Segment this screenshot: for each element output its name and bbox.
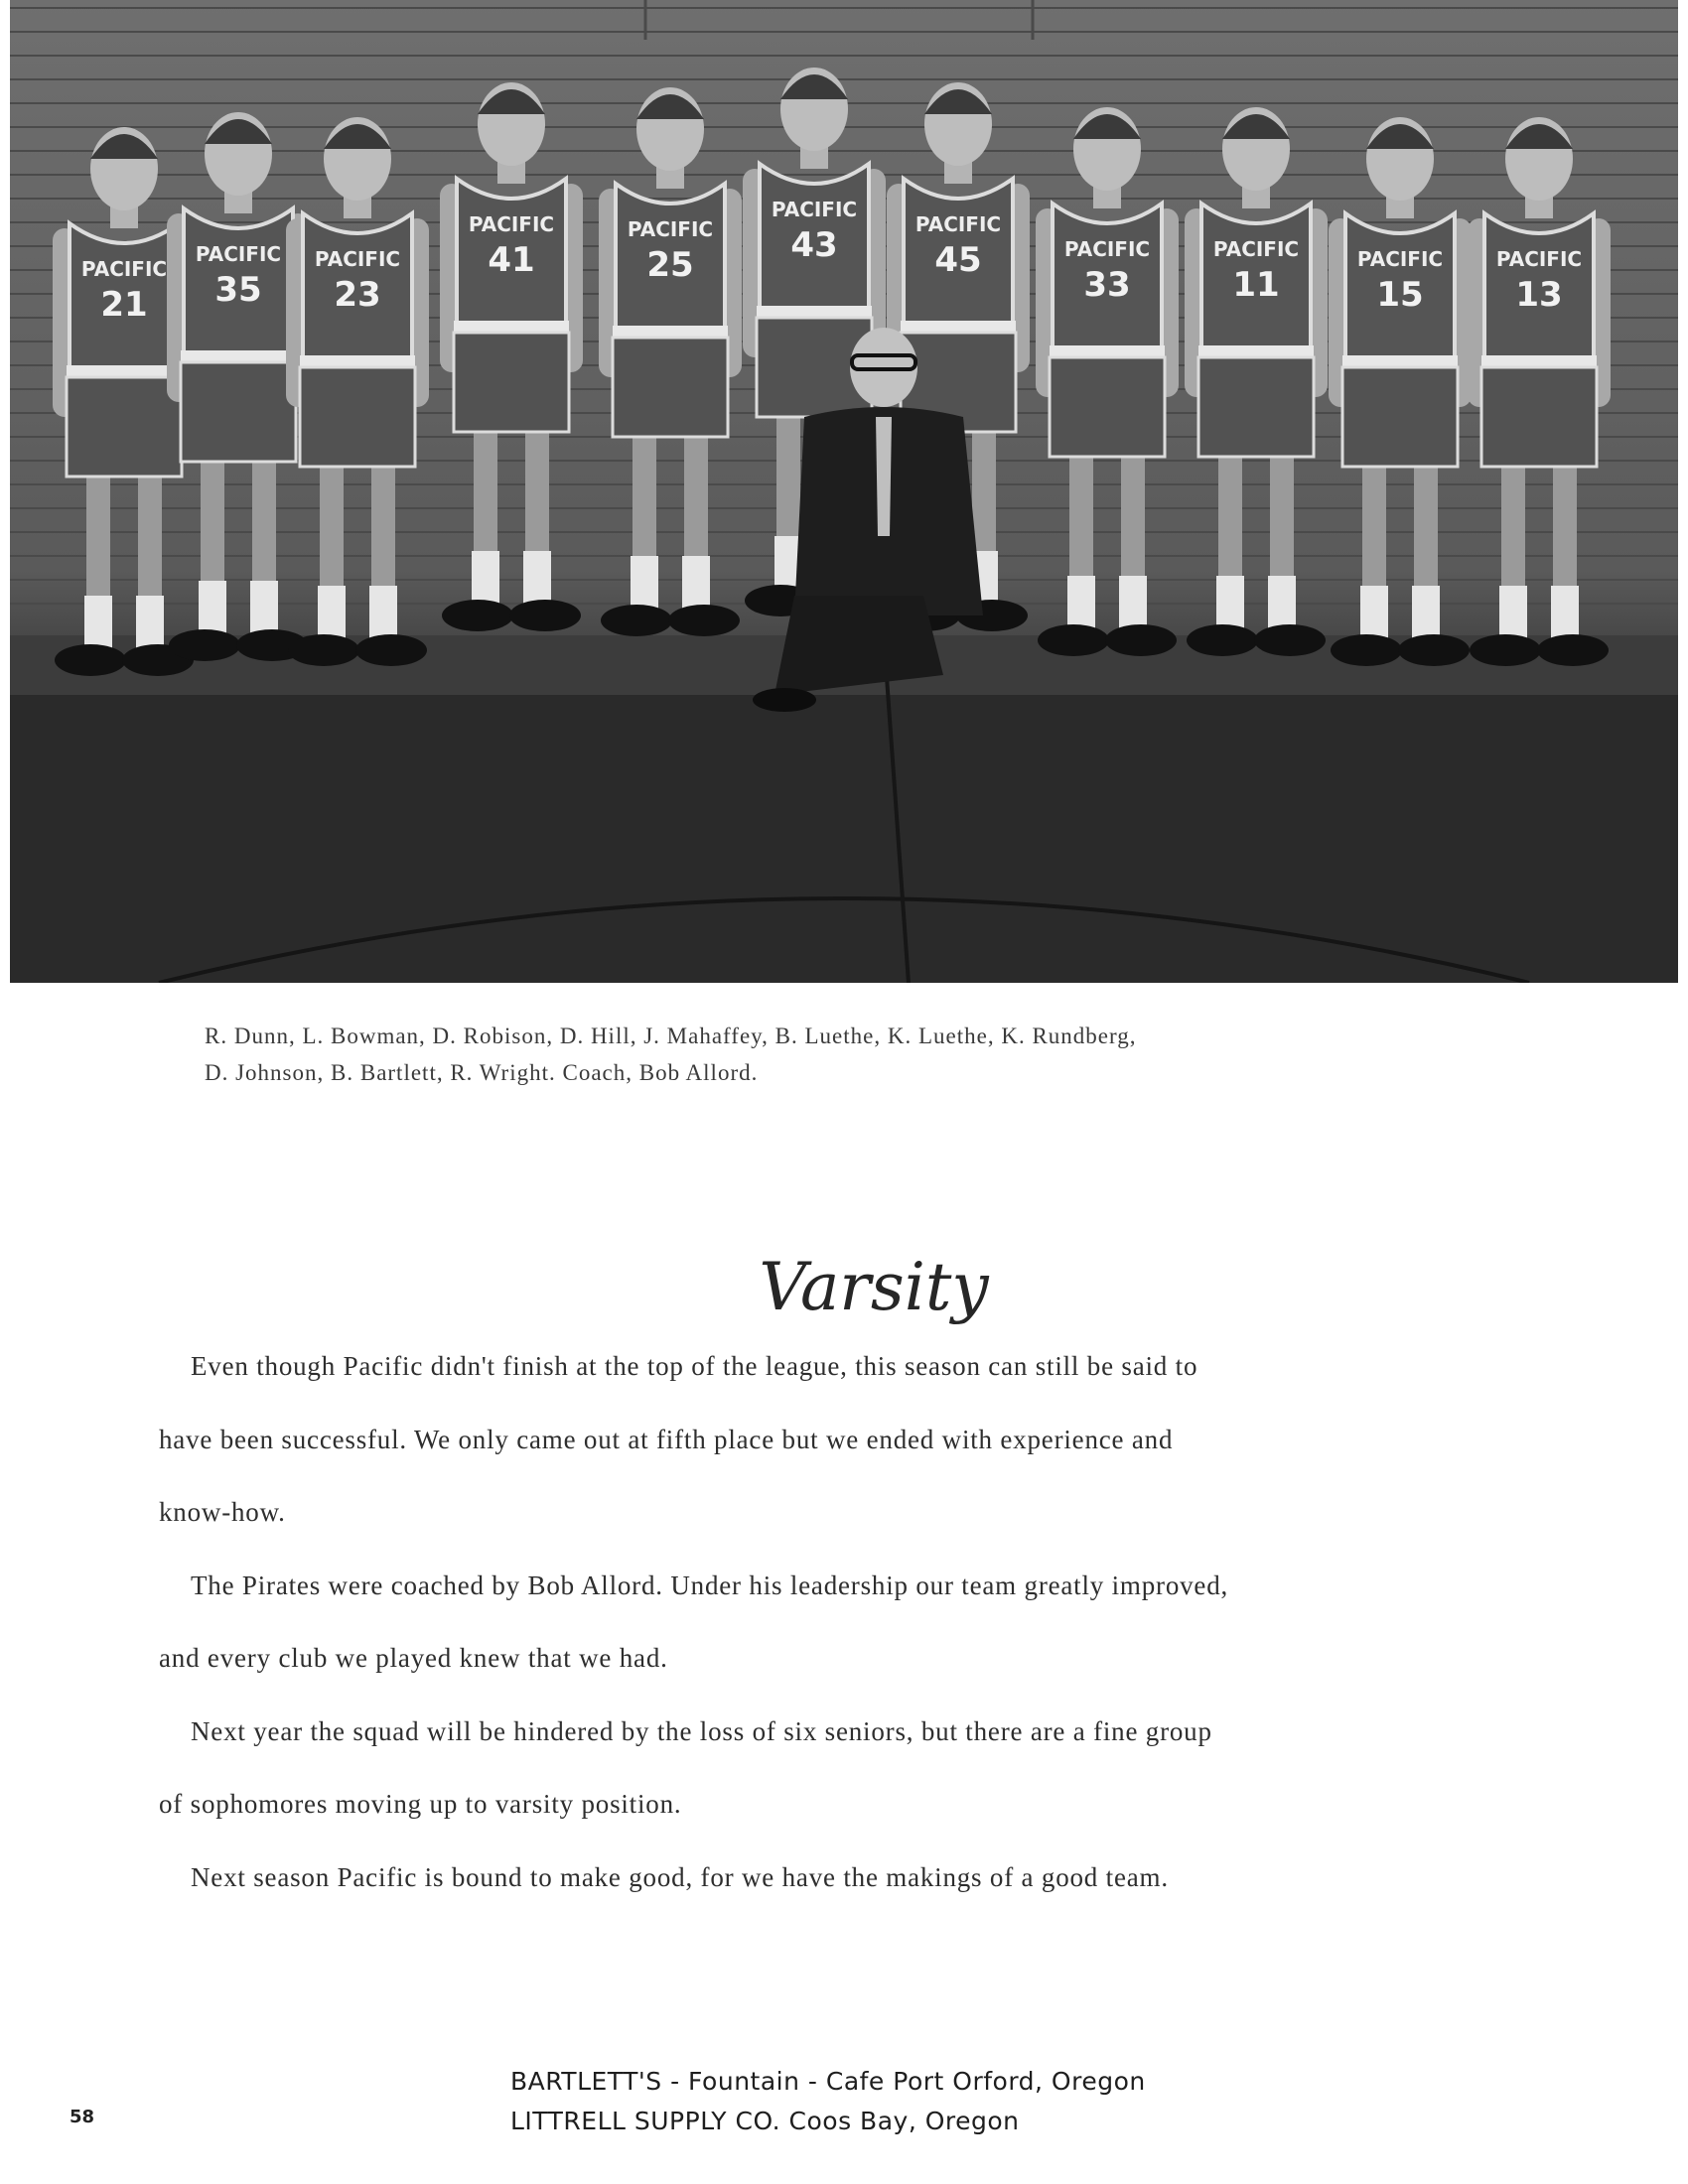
jersey-lettering: PACIFIC — [1356, 247, 1444, 271]
jersey-number: 41 — [488, 240, 535, 280]
sponsor-line-1: BARTLETT'S - Fountain - Cafe Port Orford, Oregon — [510, 2067, 1146, 2096]
player-shoe — [1105, 624, 1177, 656]
player-shorts — [613, 338, 728, 437]
player-shoe — [1331, 634, 1402, 666]
team-photo — [10, 0, 1678, 983]
jersey-lettering: PACIFIC — [627, 217, 714, 241]
page-title: Varsity — [759, 1249, 989, 1325]
paragraph-line: Next season Pacific is bound to make good, for we have the makings of a good team. — [191, 1861, 1169, 1892]
player-shoe — [288, 634, 359, 666]
paragraph-line: have been successful. We only came out at fifth place but we ended with experience and — [159, 1424, 1174, 1454]
player-sock — [1067, 576, 1095, 630]
player-sock — [369, 586, 397, 640]
player-shorts — [454, 333, 569, 432]
jersey-number: 23 — [334, 275, 381, 315]
player-sock — [1268, 576, 1296, 630]
player-hair — [636, 94, 704, 119]
jersey-number: 21 — [100, 285, 148, 325]
player-sock — [1499, 586, 1527, 640]
jersey-number: 15 — [1376, 275, 1424, 315]
player-sock — [1551, 586, 1579, 640]
player-shoe — [442, 600, 513, 631]
player-shoe — [55, 644, 126, 676]
jersey-number: 45 — [934, 240, 982, 280]
paragraph-line: know-how. — [159, 1497, 286, 1527]
player-sock — [250, 581, 278, 635]
player-hair — [1222, 114, 1290, 139]
jersey-lettering: PACIFIC — [771, 198, 858, 221]
player-shoe — [509, 600, 581, 631]
player-shoe — [1187, 624, 1258, 656]
player-hair — [205, 119, 272, 144]
player-sock — [682, 556, 710, 611]
player-hair — [924, 89, 992, 114]
paragraph-line: Even though Pacific didn't finish at the top of the league, this season can still be said to — [191, 1351, 1198, 1381]
player-sock — [472, 551, 499, 606]
jersey-lettering: PACIFIC — [468, 212, 555, 236]
player-sock — [523, 551, 551, 606]
player-shoe — [169, 629, 240, 661]
player-shorts — [300, 367, 415, 467]
jersey-number: 35 — [214, 270, 262, 310]
jersey-lettering: PACIFIC — [1063, 237, 1151, 261]
jersey-lettering: PACIFIC — [1495, 247, 1583, 271]
photo-caption — [205, 1018, 1495, 1091]
player-sock — [1119, 576, 1147, 630]
jersey-lettering: PACIFIC — [80, 257, 168, 281]
caption-line-1: R. Dunn, L. Bowman, D. Robison, D. Hill, J. Mahaffey, B. Luethe, K. Luethe, K. Rundberg, — [205, 1024, 1137, 1048]
player-shoe — [1254, 624, 1326, 656]
player-shorts — [1342, 367, 1458, 467]
player-shorts — [1050, 357, 1165, 457]
coach-shoe — [753, 688, 816, 712]
caption-line-2: D. Johnson, B. Bartlett, R. Wright. Coach, Bob Allord. — [205, 1060, 759, 1085]
jersey-lettering: PACIFIC — [195, 242, 282, 266]
page-number: 58 — [70, 2107, 95, 2127]
player-sock — [631, 556, 658, 611]
player-shoe — [668, 605, 740, 636]
player-sock — [318, 586, 346, 640]
paragraph-line: Next year the squad will be hindered by the loss of six seniors, but there are a fine group — [191, 1715, 1212, 1746]
jersey-lettering: PACIFIC — [314, 247, 401, 271]
coach-tie — [876, 417, 892, 536]
article-body — [159, 1330, 1549, 1914]
player-shorts — [1198, 357, 1314, 457]
paragraph-line: The Pirates were coached by Bob Allord. Under his leadership our team greatly improved, — [191, 1570, 1229, 1600]
player-hair — [478, 89, 545, 114]
player-shoe — [601, 605, 672, 636]
player-sock — [199, 581, 226, 635]
player-shorts — [1481, 367, 1597, 467]
paragraph-line: of sophomores moving up to varsity position. — [159, 1789, 682, 1819]
jersey-lettering: PACIFIC — [1212, 237, 1300, 261]
player-sock — [1360, 586, 1388, 640]
player-shoe — [1398, 634, 1470, 666]
jersey-number: 43 — [790, 225, 838, 265]
player-sock — [1412, 586, 1440, 640]
jersey-number: 25 — [646, 245, 694, 285]
jersey-number: 13 — [1515, 275, 1563, 315]
player-shoe — [355, 634, 427, 666]
player-shoe — [1038, 624, 1109, 656]
player-shoe — [1537, 634, 1609, 666]
player-hair — [780, 74, 848, 99]
player-hair — [1073, 114, 1141, 139]
sponsor-ads — [510, 2062, 1146, 2141]
player-sock — [136, 596, 164, 650]
sponsor-line-2: LITTRELL SUPPLY CO. Coos Bay, Oregon — [510, 2107, 1020, 2135]
jersey-lettering: PACIFIC — [914, 212, 1002, 236]
player-shoe — [1470, 634, 1541, 666]
player-shorts — [181, 362, 296, 462]
player-sock — [84, 596, 112, 650]
player-shorts — [67, 377, 182, 477]
jersey-number: 33 — [1083, 265, 1131, 305]
jersey-number: 11 — [1232, 265, 1280, 305]
player-sock — [1216, 576, 1244, 630]
team-photo-drawing — [10, 0, 1678, 983]
paragraph-line: and every club we played knew that we had. — [159, 1643, 668, 1673]
player-hair — [90, 134, 158, 159]
